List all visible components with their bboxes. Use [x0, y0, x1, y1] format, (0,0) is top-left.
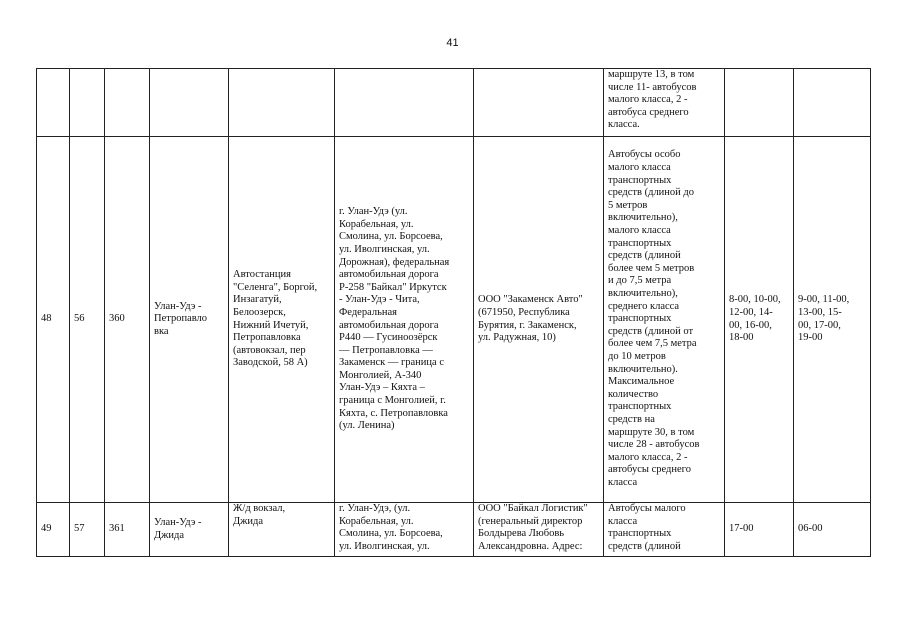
- table-row: [37, 503, 871, 557]
- cell-route-number: 360: [105, 137, 150, 503]
- cell-departure-times-forward: 8-00, 10-00, 12-00, 14- 00, 16-00, 18-00: [725, 137, 794, 503]
- table-row-continuation: [37, 69, 871, 137]
- cell-streets-roads: г. Улан-Удэ, (ул. Корабельная, ул. Смолина, ул. Борсоева, ул. Иволгинская, ул.: [335, 503, 474, 557]
- routes-table: [36, 68, 871, 557]
- cell-departure-times-forward: [725, 69, 794, 137]
- cell-row-number: [37, 69, 70, 137]
- cell-departure-times-forward: 17-00: [725, 503, 794, 557]
- cell-carrier: ООО "Закаменск Авто" (671950, Республика Бурятия, г. Закаменск, ул. Радужная, 10): [474, 137, 604, 503]
- cell-registry-number: 57: [70, 503, 105, 557]
- table-row: [37, 137, 871, 503]
- cell-registry-number: [70, 69, 105, 137]
- cell-vehicles: Автобусы малого класса транспортных средств (длиной: [604, 503, 725, 557]
- cell-route-name: Улан-Удэ - Петропавло вка: [150, 137, 229, 503]
- page-number: 41: [446, 37, 459, 49]
- cell-departure-times-return: 9-00, 11-00, 13-00, 15- 00, 17-00, 19-00: [794, 137, 871, 503]
- cell-departure-times-return: 06-00: [794, 503, 871, 557]
- cell-carrier: ООО "Байкал Логистик" (генеральный директор Болдырева Любовь Александровна. Адрес:: [474, 503, 604, 557]
- cell-vehicles: маршруте 13, в том числе 11- автобусов малого класса, 2 - автобуса среднего класса.: [604, 69, 725, 137]
- cell-route-name: Улан-Удэ - Джида: [150, 503, 229, 557]
- cell-vehicles: Автобусы особо малого класса транспортных средств (длиной до 5 метров включительно), малого класса транспортных средств (длиной более чем 5 метров и до 7,5 метра включительно), среднего класса транспортных средств (длиной от более чем 7,5 метра до 10 метров включительно). Максимальное количество транспортных средств на маршруте 30, в том числе 28 - автобусов малого класса, 2 - автобусы среднего класса: [604, 137, 725, 503]
- cell-row-number: 48: [37, 137, 70, 503]
- cell-registry-number: 56: [70, 137, 105, 503]
- cell-stops: [229, 69, 335, 137]
- cell-route-name: [150, 69, 229, 137]
- cell-row-number: 49: [37, 503, 70, 557]
- cell-departure-times-return: [794, 69, 871, 137]
- cell-stops: Автостанция "Селенга", Боргой, Инзагатуй, Белоозерск, Нижний Ичетуй, Петропавловка (автовокзал, пер Заводской, 58 А): [229, 137, 335, 503]
- cell-route-number: 361: [105, 503, 150, 557]
- cell-streets-roads: г. Улан-Удэ (ул. Корабельная, ул. Смолина, ул. Борсоева, ул. Иволгинская, ул. Дорожная), федеральная автомобильная дорога Р-258 "Байкал" Иркутск - Улан-Удэ - Чита, Федеральная автомобильная дорога Р440 — Гусиноозёрск — Петропавловка — Закаменск — граница с Монголией, А-340 Улан-Удэ – Кяхта – граница с Монголией, г. Кяхта, с. Петропавловка (ул. Ленина): [335, 137, 474, 503]
- cell-stops: Ж/д вокзал, Джида: [229, 503, 335, 557]
- cell-streets-roads: [335, 69, 474, 137]
- cell-carrier: [474, 69, 604, 137]
- cell-route-number: [105, 69, 150, 137]
